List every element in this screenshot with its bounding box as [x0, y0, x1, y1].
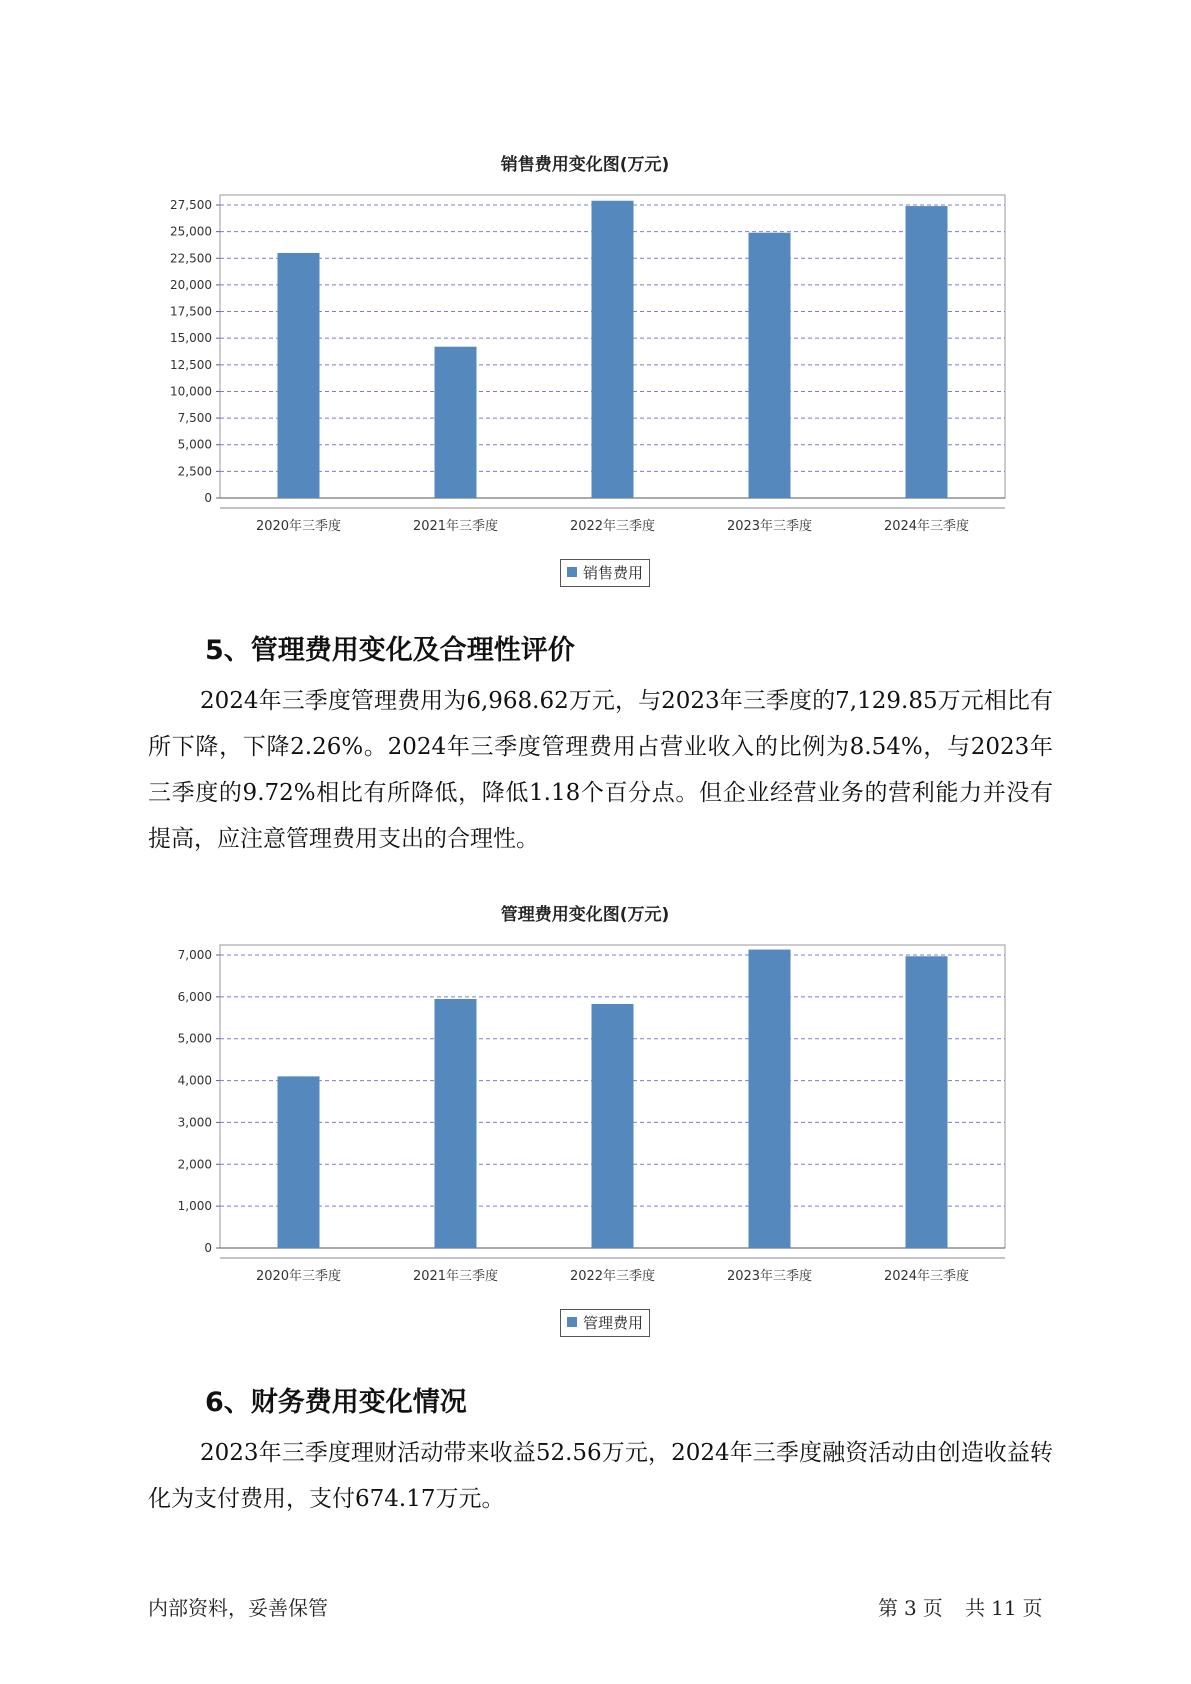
admin-expense-chart-plot: [150, 930, 1020, 1300]
y-tick-label: 27,500: [170, 198, 212, 212]
chart-title: 销售费用变化图(万元): [500, 155, 670, 175]
x-tick-label: 2021年三季度: [412, 519, 499, 534]
y-tick-label: 22,500: [170, 251, 212, 266]
bar: [278, 253, 320, 498]
page-label-suffix: 页: [922, 1596, 943, 1620]
footer-page-info: [878, 1592, 1049, 1621]
y-tick-label: 0: [204, 491, 212, 505]
y-tick-label: 17,500: [170, 304, 212, 319]
section-6-paragraph: 2023年三季度理财活动带来收益52.56万元，2024年三季度融资活动由创造收益转化为支付费用，支付674.17万元。: [148, 1440, 1053, 1512]
section-5-heading: 5、管理费用变化及合理性评价: [205, 635, 575, 666]
y-tick-label: 2,000: [177, 1157, 212, 1172]
x-tick-label: 2024年三季度: [883, 1269, 970, 1284]
total-pages: 11: [991, 1596, 1017, 1620]
y-tick-label: 2,500: [177, 464, 212, 479]
sales-expense-chart-plot: [150, 180, 1020, 550]
legend-label: 销售费用: [583, 564, 644, 582]
bar: [906, 206, 948, 498]
x-tick-label: 2022年三季度: [569, 519, 656, 534]
x-tick-label: 2020年三季度: [255, 519, 342, 534]
legend-swatch: [567, 567, 577, 577]
page-label-prefix: 第: [878, 1596, 898, 1620]
y-tick-label: 6,000: [177, 989, 212, 1004]
total-label-prefix: 共: [965, 1596, 986, 1620]
chart-legend: [560, 1309, 650, 1337]
y-tick-label: 0: [204, 1241, 212, 1255]
bar: [592, 201, 634, 498]
legend-swatch: [567, 1317, 577, 1327]
y-tick-label: 25,000: [170, 224, 212, 239]
section-5-paragraph: 2024年三季度管理费用为6,968.62万元，与2023年三季度的7,129.85万元相比有所下降，下降2.26%。2024年三季度管理费用占营业收入的比例为8.54%，与2023年三季度的9.72%相比有所降低，降低1.18个百分点。但企业经营业务的营利能力并没有提高，应注意管理费用支出的合理性。: [148, 688, 1053, 852]
x-tick-label: 2020年三季度: [255, 1269, 342, 1284]
bar: [749, 233, 791, 498]
y-tick-label: 5,000: [177, 1031, 212, 1046]
y-tick-label: 7,500: [177, 411, 212, 426]
total-label-suffix: 页: [1022, 1596, 1043, 1620]
chart-legend: [560, 559, 650, 587]
x-tick-label: 2021年三季度: [412, 1269, 499, 1284]
x-tick-label: 2024年三季度: [883, 519, 970, 534]
page-number: 3: [904, 1596, 917, 1620]
bar: [435, 347, 477, 498]
x-tick-label: 2023年三季度: [726, 1269, 813, 1284]
y-tick-label: 3,000: [177, 1115, 212, 1130]
x-tick-label: 2022年三季度: [569, 1269, 656, 1284]
section-6-heading: 6、财务费用变化情况: [205, 1387, 467, 1418]
bar: [435, 999, 477, 1248]
bar: [278, 1076, 320, 1248]
bar: [906, 956, 948, 1248]
y-tick-label: 4,000: [177, 1073, 212, 1088]
bar: [749, 950, 791, 1248]
chart-title: 管理费用变化图(万元): [500, 905, 670, 925]
y-tick-label: 5,000: [177, 437, 212, 452]
y-tick-label: 20,000: [170, 277, 212, 292]
y-tick-label: 7,000: [177, 948, 212, 962]
y-tick-label: 10,000: [170, 384, 212, 399]
footer-confidential-note: 内部资料，妥善保管: [148, 1596, 328, 1620]
legend-label: 管理费用: [583, 1314, 644, 1332]
y-tick-label: 12,500: [170, 357, 212, 372]
y-tick-label: 15,000: [170, 331, 212, 346]
y-tick-label: 1,000: [177, 1199, 212, 1214]
x-tick-label: 2023年三季度: [726, 519, 813, 534]
bar: [592, 1004, 634, 1248]
